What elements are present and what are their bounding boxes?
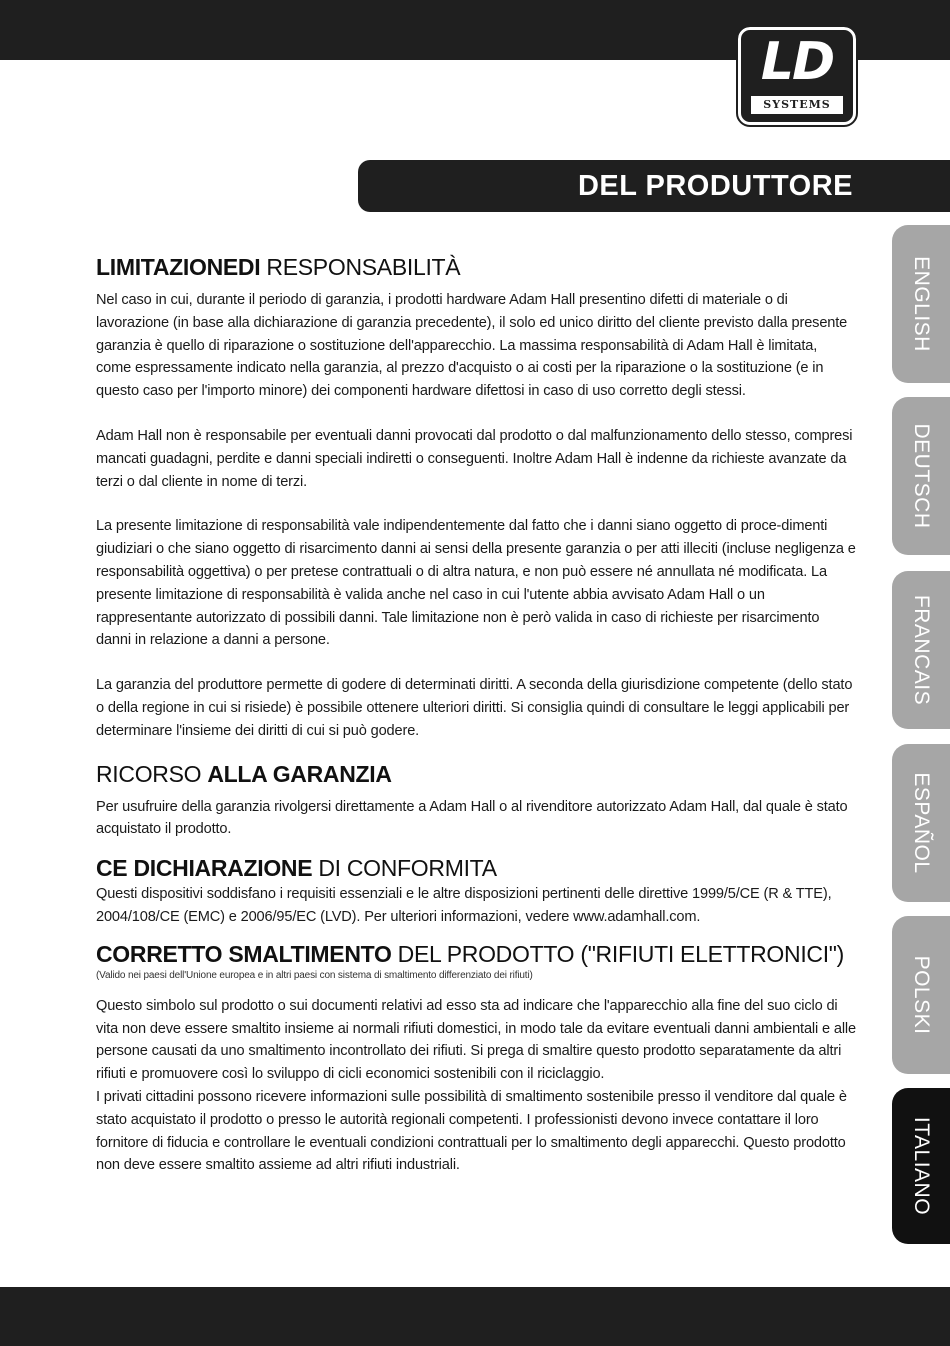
tab-francais[interactable] bbox=[892, 571, 950, 729]
ld-systems-logo bbox=[738, 27, 856, 125]
heading-smaltimento bbox=[96, 939, 856, 969]
paragraph: Questi dispositivi soddisfano i requisiti essenziali e le altre disposizioni pertinenti delle direttive 1999/5/CE (R & TTE), 2004/108/CE (EMC) e 2006/95/EC (LVD). Per ulteriori informazioni, vedere www.adamhall.com. bbox=[96, 886, 832, 925]
paragraph: La presente limitazione di responsabilità vale indipendentemente dal fatto che i danni siano oggetto di proce-dimenti giudiziari o che siano oggetto di risarcimento danni ai sensi della presente garanzia o per atti illeciti (incluse negligenza e responsabilità oggettiva) o per pretese contrattuali o di altra natura, e non può essere né annullata né modificata. La presente limitazione di responsabilità è valida anche nel caso in cui l'utente abbia avvisato Adam Hall o un rappresentante autorizzato di possibili danni. Tale limitazione non è però valida in caso di richieste per risarcimento danni in relazione a danni a persone. bbox=[96, 518, 856, 649]
paragraph: La garanzia del produttore permette di godere di determinati diritti. A seconda della giurisdizione competente (dello stato o della regione in cui si risiede) è possibile ottenere ulteriori diritti. Si consiglia quindi di consultare le leggi applicabili per determinare l'insieme dei diritti di cui si può godere. bbox=[96, 677, 853, 739]
heading-ricorso-bold: ALLA GARANZIA bbox=[207, 760, 392, 787]
tab-english[interactable] bbox=[892, 225, 950, 383]
smaltimento-note: (Valido nei paesi dell'Unione europea e in altri paesi con sistema di smaltimento differenziato dei rifiuti) bbox=[96, 969, 533, 981]
banner-title: DEL PRODUTTORE bbox=[577, 170, 853, 202]
heading-ce-rest: DI CONFORMITA bbox=[312, 855, 497, 882]
logo-ld-text: LD bbox=[760, 32, 834, 92]
main-content bbox=[96, 252, 856, 1177]
heading-ce-bold: CE DICHIARAZIONE bbox=[96, 855, 313, 882]
paragraph: Nel caso in cui, durante il periodo di garanzia, i prodotti hardware Adam Hall presentino difetti di materiale o di lavorazione (in base alla dichiarazione di garanzia precedente), il solo ed unico diritto del cliente previsto dalla presente garanzia è quello di riparazione o sostituzione dell'apparecchio. La massima responsabilità di Adam Hall è limitata, come espressamente indicato nella garanzia, al prezzo d'acquisto o ai costi per la riparazione o la sostituzione (e in questo caso per l'importo minore) dei componenti hardware difettosi in caso di uso corretto degli stessi. bbox=[96, 292, 848, 400]
heading-smaltimento-rest: DEL PRODOTTO ("RIFIUTI ELETTRONICI") bbox=[391, 940, 845, 967]
tab-italiano-label: ITALIANO bbox=[910, 1116, 933, 1216]
tab-polski[interactable] bbox=[892, 916, 950, 1074]
tab-espanol[interactable] bbox=[892, 744, 950, 902]
tab-deutsch[interactable] bbox=[892, 397, 950, 555]
heading-smaltimento-bold: CORRETTO SMALTIMENTO bbox=[96, 940, 392, 967]
logo-systems-text: SYSTEMS bbox=[751, 96, 843, 114]
heading-ce bbox=[96, 853, 856, 883]
heading-limitazione-bold: LIMITAZIONEDI bbox=[96, 254, 261, 280]
tab-english-label: ENGLISH bbox=[910, 256, 933, 352]
heading-limitazione bbox=[96, 252, 856, 282]
heading-limitazione-rest: RESPONSABILITÀ bbox=[260, 254, 461, 280]
heading-ricorso-rest: RICORSO bbox=[96, 760, 208, 787]
paragraph: I privati cittadini possono ricevere informazioni sulle possibilità di smaltimento sostenibile presso il venditore dal quale è stato acquistato il prodotto o presso le autorità regionali competenti. I professionisti devono invece contattare il loro fornitore di fiducia e controllare le eventuali condizioni contrattuali per lo smaltimento degli apparecchi. Questo prodotto non deve essere smaltito assieme ad altri rifiuti industriali. bbox=[96, 1088, 847, 1174]
paragraph: Questo simbolo sul prodotto o sui documenti relativi ad esso sta ad indicare che l'apparecchio alla fine del suo ciclo di vita non deve essere smaltito insieme ai normali rifiuti domestici, in modo tale da evitare eventuali danni ambientali e alle persone causati da uno smaltimento incontrollato dei rifiuti. Si prega di smaltire questo prodotto separatamente da altri rifiuti e promuovere così lo sviluppo di cicli economici sostenibili con il riciclaggio. bbox=[96, 997, 856, 1083]
tab-italiano[interactable] bbox=[892, 1088, 950, 1244]
paragraph: Per usufruire della garanzia rivolgersi direttamente a Adam Hall o al rivenditore autorizzato Adam Hall, dal quale è stato acquistato il prodotto. bbox=[96, 798, 848, 838]
tab-polski-label: POLSKI bbox=[910, 955, 933, 1035]
paragraph: Adam Hall non è responsabile per eventuali danni provocati dal prodotto o dal malfunzionamento dello stesso, compresi mancati guadagni, perdite e danni speciali indiretti o conseguenti. Inoltre Adam Hall è indenne da richieste avanzate da terzi o dal cliente in nome di terzi. bbox=[96, 427, 853, 490]
tab-deutsch-label: DEUTSCH bbox=[910, 423, 933, 529]
section-title-banner bbox=[358, 160, 950, 212]
bottom-bar bbox=[0, 1287, 950, 1346]
heading-ricorso bbox=[96, 759, 856, 789]
tab-espanol-label: ESPAÑOL bbox=[910, 772, 933, 874]
tab-francais-label: FRANCAIS bbox=[910, 594, 933, 706]
